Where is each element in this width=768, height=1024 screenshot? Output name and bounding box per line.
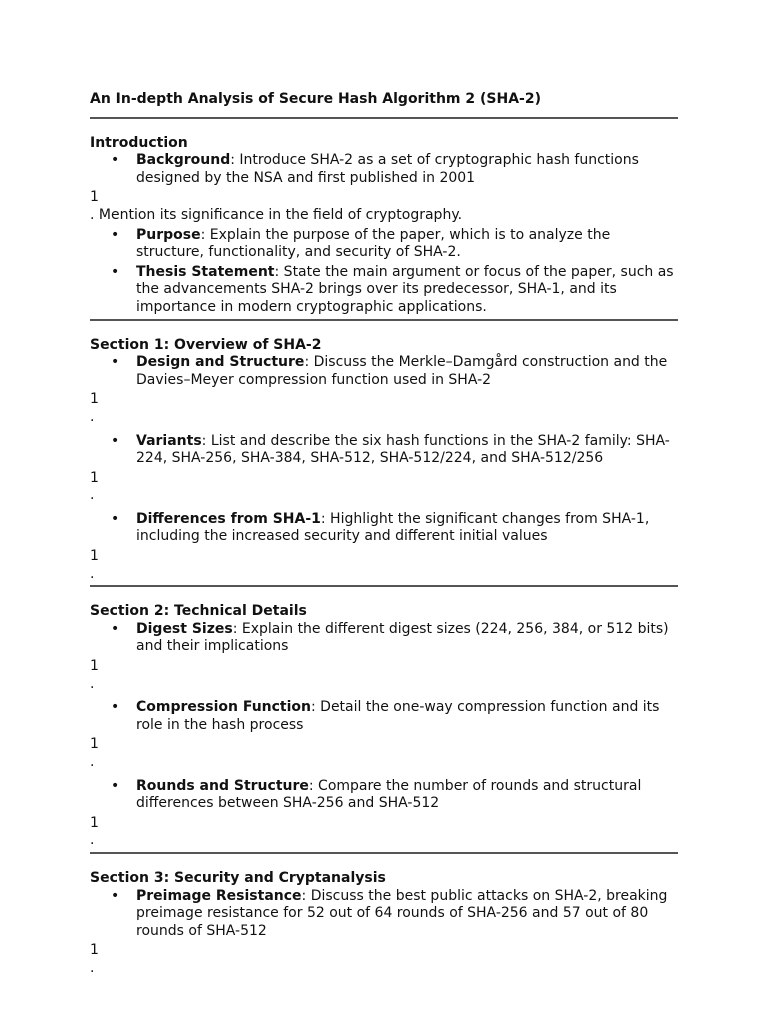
item-text: : Explain the purpose of the paper, which is to analyze the structure, functionality, and security of SHA-2.	[136, 226, 611, 261]
document-body	[90, 91, 678, 978]
bullet-icon: •	[111, 152, 120, 169]
section-divider	[90, 585, 678, 587]
list-item	[90, 227, 678, 262]
bullet-icon: •	[111, 354, 120, 371]
list-item	[90, 888, 678, 941]
footnote-number: 1	[90, 189, 99, 206]
item-text: : Discuss the best public attacks on SHA-2, breaking preimage resistance for 52 out of 64 rounds of SHA-256 and 57 out of 80 rounds of SHA-512	[136, 887, 668, 939]
list-item	[90, 433, 678, 468]
list-item	[90, 152, 678, 187]
item-text: : Highlight the significant changes from SHA-1, including the increased security and different initial values	[136, 510, 650, 545]
section-technical-details	[90, 603, 678, 850]
bullet-icon: •	[111, 263, 120, 280]
item-text: : List and describe the six hash functions in the SHA-2 family: SHA-224, SHA-256, SHA-384, SHA-512, SHA-512/224, and SHA-512/256	[136, 432, 670, 467]
item-term: Differences from SHA-1	[136, 510, 321, 527]
list-item	[90, 264, 678, 317]
section-overview	[90, 337, 678, 584]
list-item	[90, 354, 678, 389]
bullet-list	[90, 621, 678, 656]
list-item	[90, 511, 678, 546]
item-text: : Explain the different digest sizes (224, 256, 384, or 512 bits) and their implications	[136, 620, 669, 655]
item-term: Compression Function	[136, 699, 311, 716]
bullet-icon: •	[111, 510, 120, 527]
title-divider	[90, 117, 678, 119]
footnote-period: .	[90, 408, 95, 425]
section-introduction	[90, 135, 678, 317]
item-text: : Compare the number of rounds and structural differences between SHA-256 and SHA-512	[136, 777, 642, 812]
section-heading: Section 1: Overview of SHA-2	[90, 336, 322, 353]
footnote-period: .	[90, 959, 95, 976]
footnote-period: .	[90, 675, 95, 692]
section-heading: Section 3: Security and Cryptanalysis	[90, 869, 386, 886]
item-text: : Introduce SHA-2 as a set of cryptographic hash functions designed by the NSA and first published in 2001	[136, 152, 639, 186]
footnote-number: 1	[90, 658, 99, 675]
item-term: Variants	[136, 432, 202, 449]
footnote-number: 1	[90, 814, 99, 831]
item-term: Purpose	[136, 226, 201, 243]
section-heading: Section 2: Technical Details	[90, 603, 307, 620]
section-security	[90, 870, 678, 978]
item-term: Digest Sizes	[136, 620, 233, 637]
footnote-period: .	[90, 565, 95, 582]
list-item	[90, 778, 678, 813]
section-heading: Introduction	[90, 134, 188, 151]
item-term: Background	[136, 152, 231, 169]
bullet-icon: •	[111, 777, 120, 794]
footnote-number: 1	[90, 736, 99, 753]
bullet-list	[90, 699, 678, 734]
bullet-list	[90, 433, 678, 468]
list-item	[90, 621, 678, 656]
document-title: An In-depth Analysis of Secure Hash Algorithm 2 (SHA-2)	[90, 91, 541, 107]
item-term: Thesis Statement	[136, 263, 275, 280]
item-term: Design and Structure	[136, 354, 305, 371]
footnote-number: 1	[90, 469, 99, 486]
bullet-list	[90, 511, 678, 546]
section-divider	[90, 319, 678, 321]
footnote-period: .	[90, 754, 95, 770]
item-text: : Discuss the Merkle–Damgård construction and the Davies–Meyer compression function used in SHA-2	[136, 354, 668, 388]
item-term: Rounds and Structure	[136, 777, 309, 794]
bullet-list	[90, 888, 678, 941]
bullet-icon: •	[111, 699, 120, 716]
bullet-list	[90, 778, 678, 813]
item-text: : Detail the one-way compression function and its role in the hash process	[136, 699, 660, 733]
bullet-icon: •	[111, 620, 120, 637]
item-text: : State the main argument or focus of the paper, such as the advancements SHA-2 brings over its predecessor, SHA-1, and its importance in modern cryptographic applications.	[136, 263, 674, 315]
footnote-period: .	[90, 487, 95, 504]
footnote-number: 1	[90, 942, 99, 959]
bullet-list	[90, 227, 678, 317]
list-item	[90, 699, 678, 734]
intro-continuation-text: . Mention its significance in the field of cryptography.	[90, 206, 463, 223]
footnote-period: .	[90, 832, 95, 849]
bullet-icon: •	[111, 226, 120, 243]
footnote-number: 1	[90, 548, 99, 565]
item-term: Preimage Resistance	[136, 887, 302, 904]
footnote-number: 1	[90, 391, 99, 408]
section-divider	[90, 852, 678, 854]
bullet-list	[90, 354, 678, 389]
bullet-list	[90, 152, 678, 187]
bullet-icon: •	[111, 432, 120, 449]
bullet-icon: •	[111, 887, 120, 904]
